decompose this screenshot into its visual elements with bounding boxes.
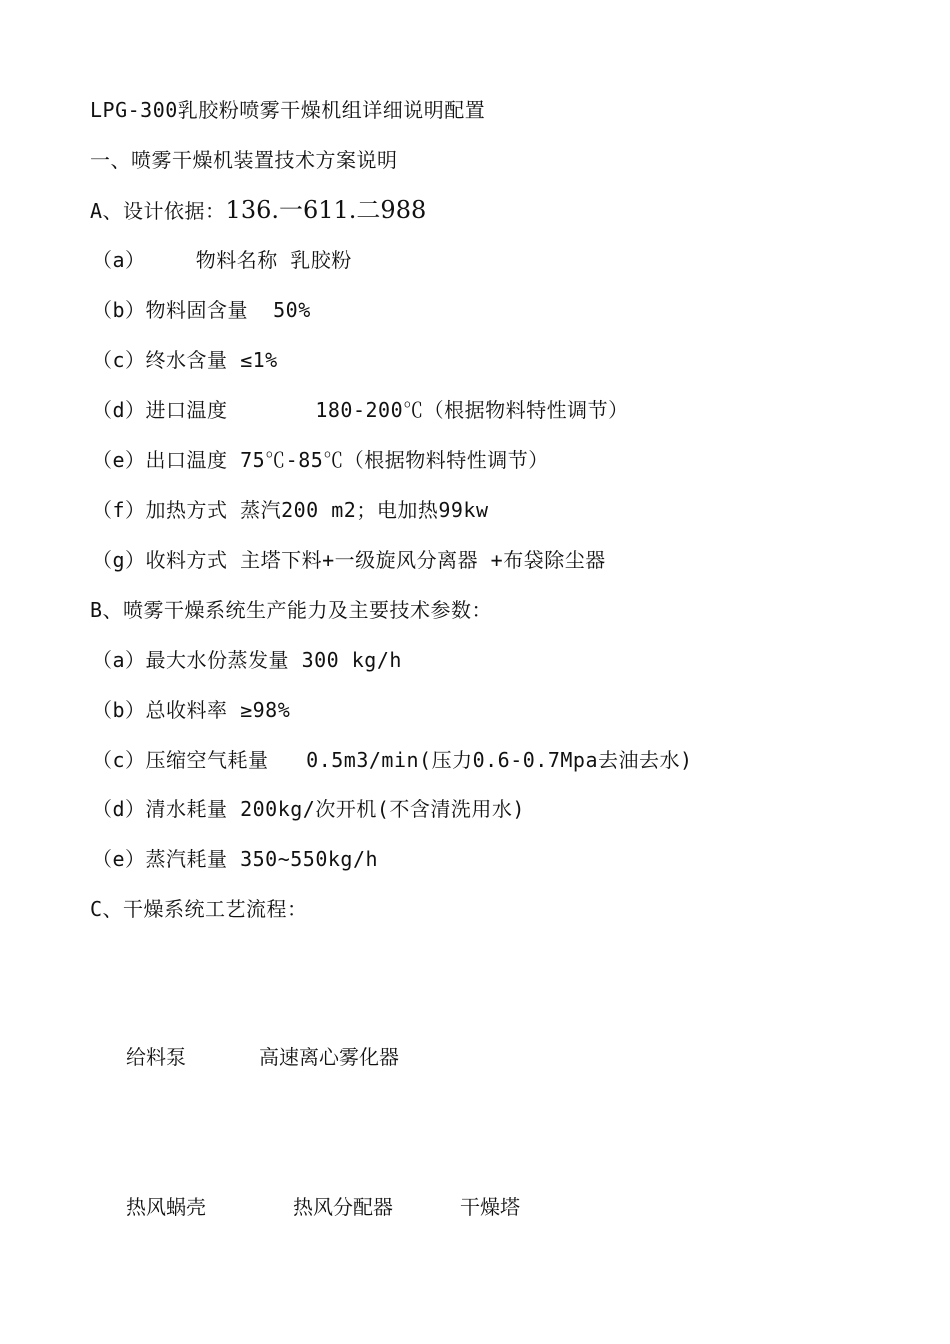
item-label: （c）	[92, 348, 146, 372]
design-basis-item-a	[92, 248, 352, 272]
item-label: （g）	[92, 548, 146, 572]
item-label: （e）	[92, 448, 146, 472]
capacity-item-e	[92, 847, 378, 871]
item-text: 最大水份蒸发量 300 kg/h	[145, 648, 402, 672]
design-basis-item-d	[92, 398, 629, 422]
section-heading-technical-plan: 一、喷雾干燥机装置技术方案说明	[90, 148, 398, 172]
flow-step-hot-air-distributor: 热风分配器	[293, 1195, 393, 1219]
item-text: 蒸汽耗量 350~550kg/h	[145, 847, 379, 871]
item-text: 加热方式 蒸汽200 m2；电加热99kw	[145, 498, 489, 522]
flow-step-centrifugal-atomizer: 高速离心雾化器	[259, 1045, 399, 1069]
document-title: LPG-300乳胶粉喷雾干燥机组详细说明配置	[90, 98, 486, 122]
design-basis-heading: A、设计依据：	[90, 199, 226, 223]
flow-step-drying-tower: 干燥塔	[460, 1195, 520, 1219]
design-basis-item-c	[92, 348, 278, 372]
item-text: 清水耗量 200kg/次开机(不含清洗用水)	[145, 797, 525, 821]
item-text: 进口温度 180-200℃（根据物料特性调节）	[145, 398, 629, 422]
item-label: （b）	[92, 698, 146, 722]
design-basis-heading-line	[90, 198, 426, 223]
capacity-item-c	[92, 748, 693, 772]
item-label: （b）	[92, 298, 146, 322]
capacity-item-a	[92, 648, 402, 672]
item-text: 物料固含量 50%	[145, 298, 311, 322]
item-text: 总收料率 ≥98%	[145, 698, 291, 722]
design-basis-phone: 136.一611.二988	[225, 196, 427, 224]
item-label: （a）	[92, 648, 146, 672]
design-basis-item-e	[92, 448, 549, 472]
item-label: （d）	[92, 797, 146, 821]
item-text: 出口温度 75℃-85℃（根据物料特性调节）	[145, 448, 549, 472]
item-label: （c）	[92, 748, 146, 772]
capacity-item-d	[92, 797, 525, 821]
capacity-heading: B、喷雾干燥系统生产能力及主要技术参数：	[90, 598, 493, 622]
item-label: （a）	[92, 248, 146, 272]
design-basis-item-f	[92, 498, 489, 522]
capacity-item-b	[92, 698, 290, 722]
design-basis-item-b	[92, 298, 311, 322]
process-flow-heading: C、干燥系统工艺流程：	[90, 897, 308, 921]
design-basis-item-g	[92, 548, 606, 572]
item-text: 物料名称 乳胶粉	[145, 248, 352, 272]
item-text: 终水含量 ≤1%	[145, 348, 278, 372]
item-label: （e）	[92, 847, 146, 871]
flow-step-hot-air-volute: 热风蜗壳	[126, 1195, 206, 1219]
item-text: 收料方式 主塔下料+一级旋风分离器 +布袋除尘器	[145, 548, 606, 572]
item-label: （d）	[92, 398, 146, 422]
flow-step-feed-pump: 给料泵	[126, 1045, 186, 1069]
item-label: （f）	[92, 498, 146, 522]
item-text: 压缩空气耗量 0.5m3/min(压力0.6-0.7Mpa去油去水)	[145, 748, 693, 772]
